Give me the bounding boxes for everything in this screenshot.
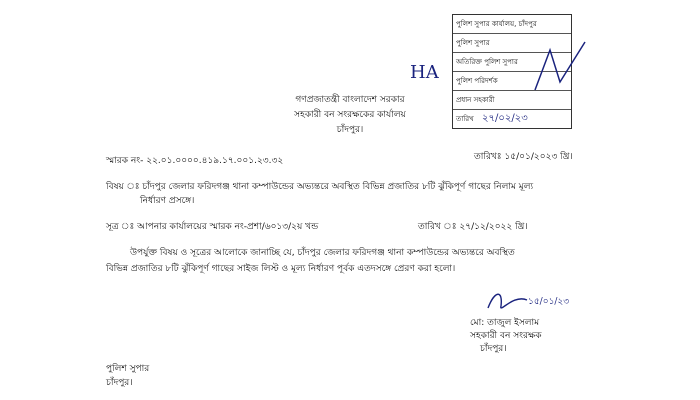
header-government: গণপ্রজাতন্ত্রী বাংলাদেশ সরকার <box>295 95 405 105</box>
header-office: সহকারী বন সংরক্ষকের কার্যালয় <box>294 110 406 120</box>
stamp-row-head-assistant: প্রধান সহকারী <box>453 91 571 110</box>
signature-handwritten-date: ১৫/০১/২৩ <box>528 297 570 307</box>
handwritten-initials: HA <box>410 62 439 83</box>
stamp-date-label: তারিখ <box>456 115 474 123</box>
subject-line-2: নির্ধারণ প্রসঙ্গে। <box>140 196 195 206</box>
stamp-row-addl-sp: অতিরিক্ত পুলিশ সুপার <box>453 53 571 72</box>
stamp-row-inspector: পুলিশ পরিদর্শক <box>453 72 571 91</box>
stamp-row-office: পুলিশ সুপার কার্যালয়, চাঁদপুর <box>453 15 571 34</box>
body-line-1: উপর্যুক্ত বিষয় ও সূত্রের আলোকে জানাচ্ছি যে, চাঁদপুর জেলার ফরিদগঞ্জ থানা কম্পাউন্ডের অভ্যন্তরে অবস্থিত <box>130 248 515 258</box>
recipient-location: চাঁদপুর। <box>106 378 133 388</box>
stamp-scribble-icon <box>530 40 590 100</box>
signatory-location: চাঁদপুর। <box>480 344 507 354</box>
signature-scribble-icon <box>485 288 530 316</box>
signatory-title: সহকারী বন সংরক্ষক <box>470 331 542 341</box>
header-location: চাঁদপুর। <box>336 125 364 135</box>
memo-number: স্মারক নং- ২২.০১.০০০০.৪১৯.১৭.০০১.২৩.৩২ <box>106 156 284 166</box>
body-line-2: বিভিন্ন প্রজাতির ৮টি ঝুঁকিপূর্ণ গাছের সাইজ লিস্ট ও মূল্য নির্ধারণ পূর্বক এতদসঙ্গে প্রেরণ করা হলো। <box>106 264 456 274</box>
memo-date: তারিখঃ ১৫/০১/২০২৩ খ্রি। <box>474 152 573 162</box>
reference-date: তারিখ ঃ ২৭/১২/২০২২ খ্রি। <box>418 222 528 232</box>
stamp-row-sp: পুলিশ সুপার <box>453 34 571 53</box>
signatory-name: মো: তাজুল ইসলাম <box>470 318 540 328</box>
subject-line-1: বিষয় ঃ চাঁদপুর জেলার ফরিদগঞ্জ থানা কম্পাউন্ডের অভ্যন্তরে অবস্থিত বিভিন্ন প্রজাতির ৮টি ঝুঁকিপূর্ণ গাছের নিলাম মূল্য <box>106 182 534 192</box>
recipient-title: পুলিশ সুপার <box>106 364 150 374</box>
stamp-handwritten-date: ২৭/০২/২৩ <box>481 113 528 124</box>
reference-text: সূত্র ঃ আপনার কার্যালয়ের স্মারক নং-প্রশা/৬০১৩/২য় খন্ড <box>106 222 319 232</box>
